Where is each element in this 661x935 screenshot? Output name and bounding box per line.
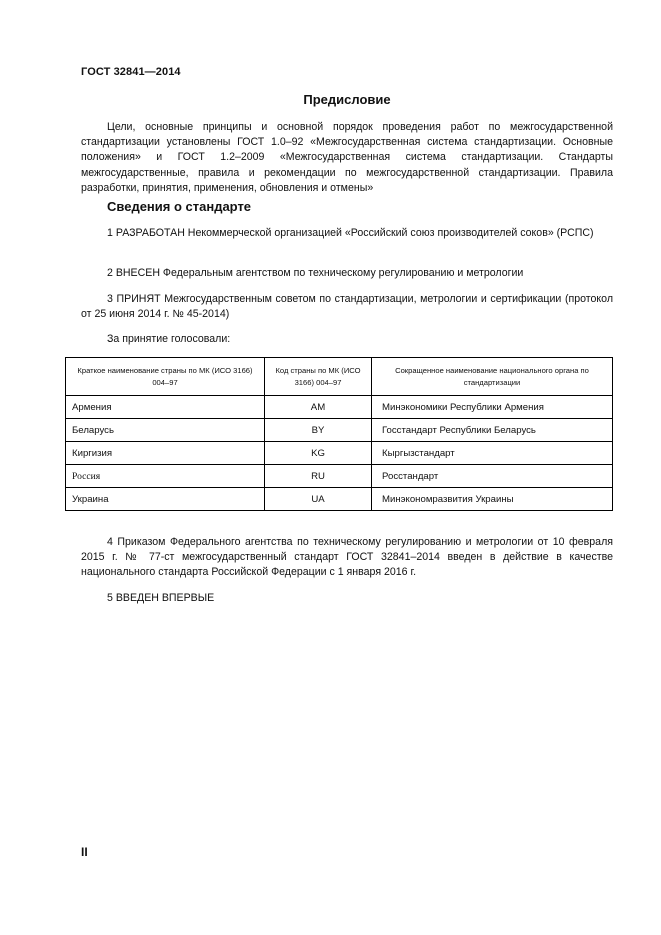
standards-body: Росстандарт (372, 465, 613, 488)
country-name: Россия (66, 465, 265, 488)
info-item-5: 5 ВВЕДЕН ВПЕРВЫЕ (107, 592, 215, 604)
standards-body: Госстандарт Республики Беларусь (372, 419, 613, 442)
country-code: AM (265, 396, 372, 419)
table-row (66, 442, 613, 465)
header-country-code: Код страны по МК (ИСО 3166) 004–97 (265, 358, 372, 396)
country-name: Киргизия (66, 442, 265, 465)
info-item-4: 4 Приказом Федерального агентства по техническому регулированию и метрологии от 10 февраля 2015 г. № 77-ст межгосударственный стандарт ГОСТ 32841–2014 введен в действие в качестве национального стандарта Российской Федерации с 1 января 2016 г. (81, 536, 613, 579)
country-code: BY (265, 419, 372, 442)
info-item-2: 2 ВНЕСЕН Федеральным агентством по техническому регулированию и метрологии (107, 267, 524, 279)
standards-body: Кыргызстандарт (372, 442, 613, 465)
country-code: RU (265, 465, 372, 488)
country-name: Беларусь (66, 419, 265, 442)
page-number: II (81, 845, 88, 859)
standards-body: Минэкономики Республики Армения (372, 396, 613, 419)
header-country-name: Краткое наименование страны по МК (ИСО 3166) 004–97 (66, 358, 265, 396)
table-row (66, 465, 613, 488)
country-name: Украина (66, 488, 265, 511)
foreword-text: Цели, основные принципы и основной порядок проведения работ по межгосударственной стандартизации установлены ГОСТ 1.0–92 «Межгосударственная система стандартизации. Основные положения» и ГОСТ 1.2–2009 «Межгосударственная система стандартизации. Стандарты межгосударственные, правила и рекомендации по межгосударственной стандартизации. Правила разработки, принятия, применения, обновления и отмены» (81, 121, 613, 194)
info-item-1: 1 РАЗРАБОТАН Некоммерческой организацией «Российский союз производителей соков» (РСПС) (107, 227, 594, 239)
standards-body: Минэкономразвития Украины (372, 488, 613, 511)
table-row (66, 396, 613, 419)
country-code: KG (265, 442, 372, 465)
country-name: Армения (66, 396, 265, 419)
standard-info-title: Сведения о стандарте (107, 199, 252, 214)
voting-countries-table (65, 357, 613, 511)
voted-label: За принятие голосовали: (107, 333, 231, 345)
header-standards-body: Сокращенное наименование национального органа по стандартизации (372, 358, 613, 396)
table-row (66, 419, 613, 442)
table-header-row (66, 358, 613, 396)
country-code: UA (265, 488, 372, 511)
document-code: ГОСТ 32841—2014 (81, 66, 181, 78)
foreword-title: Предисловие (303, 92, 391, 107)
info-item-3: 3 ПРИНЯТ Межгосударственным советом по стандартизации, метрологии и сертификации (протокол от 25 июня 2014 г. № 45-2014) (81, 293, 613, 321)
table-row (66, 488, 613, 511)
